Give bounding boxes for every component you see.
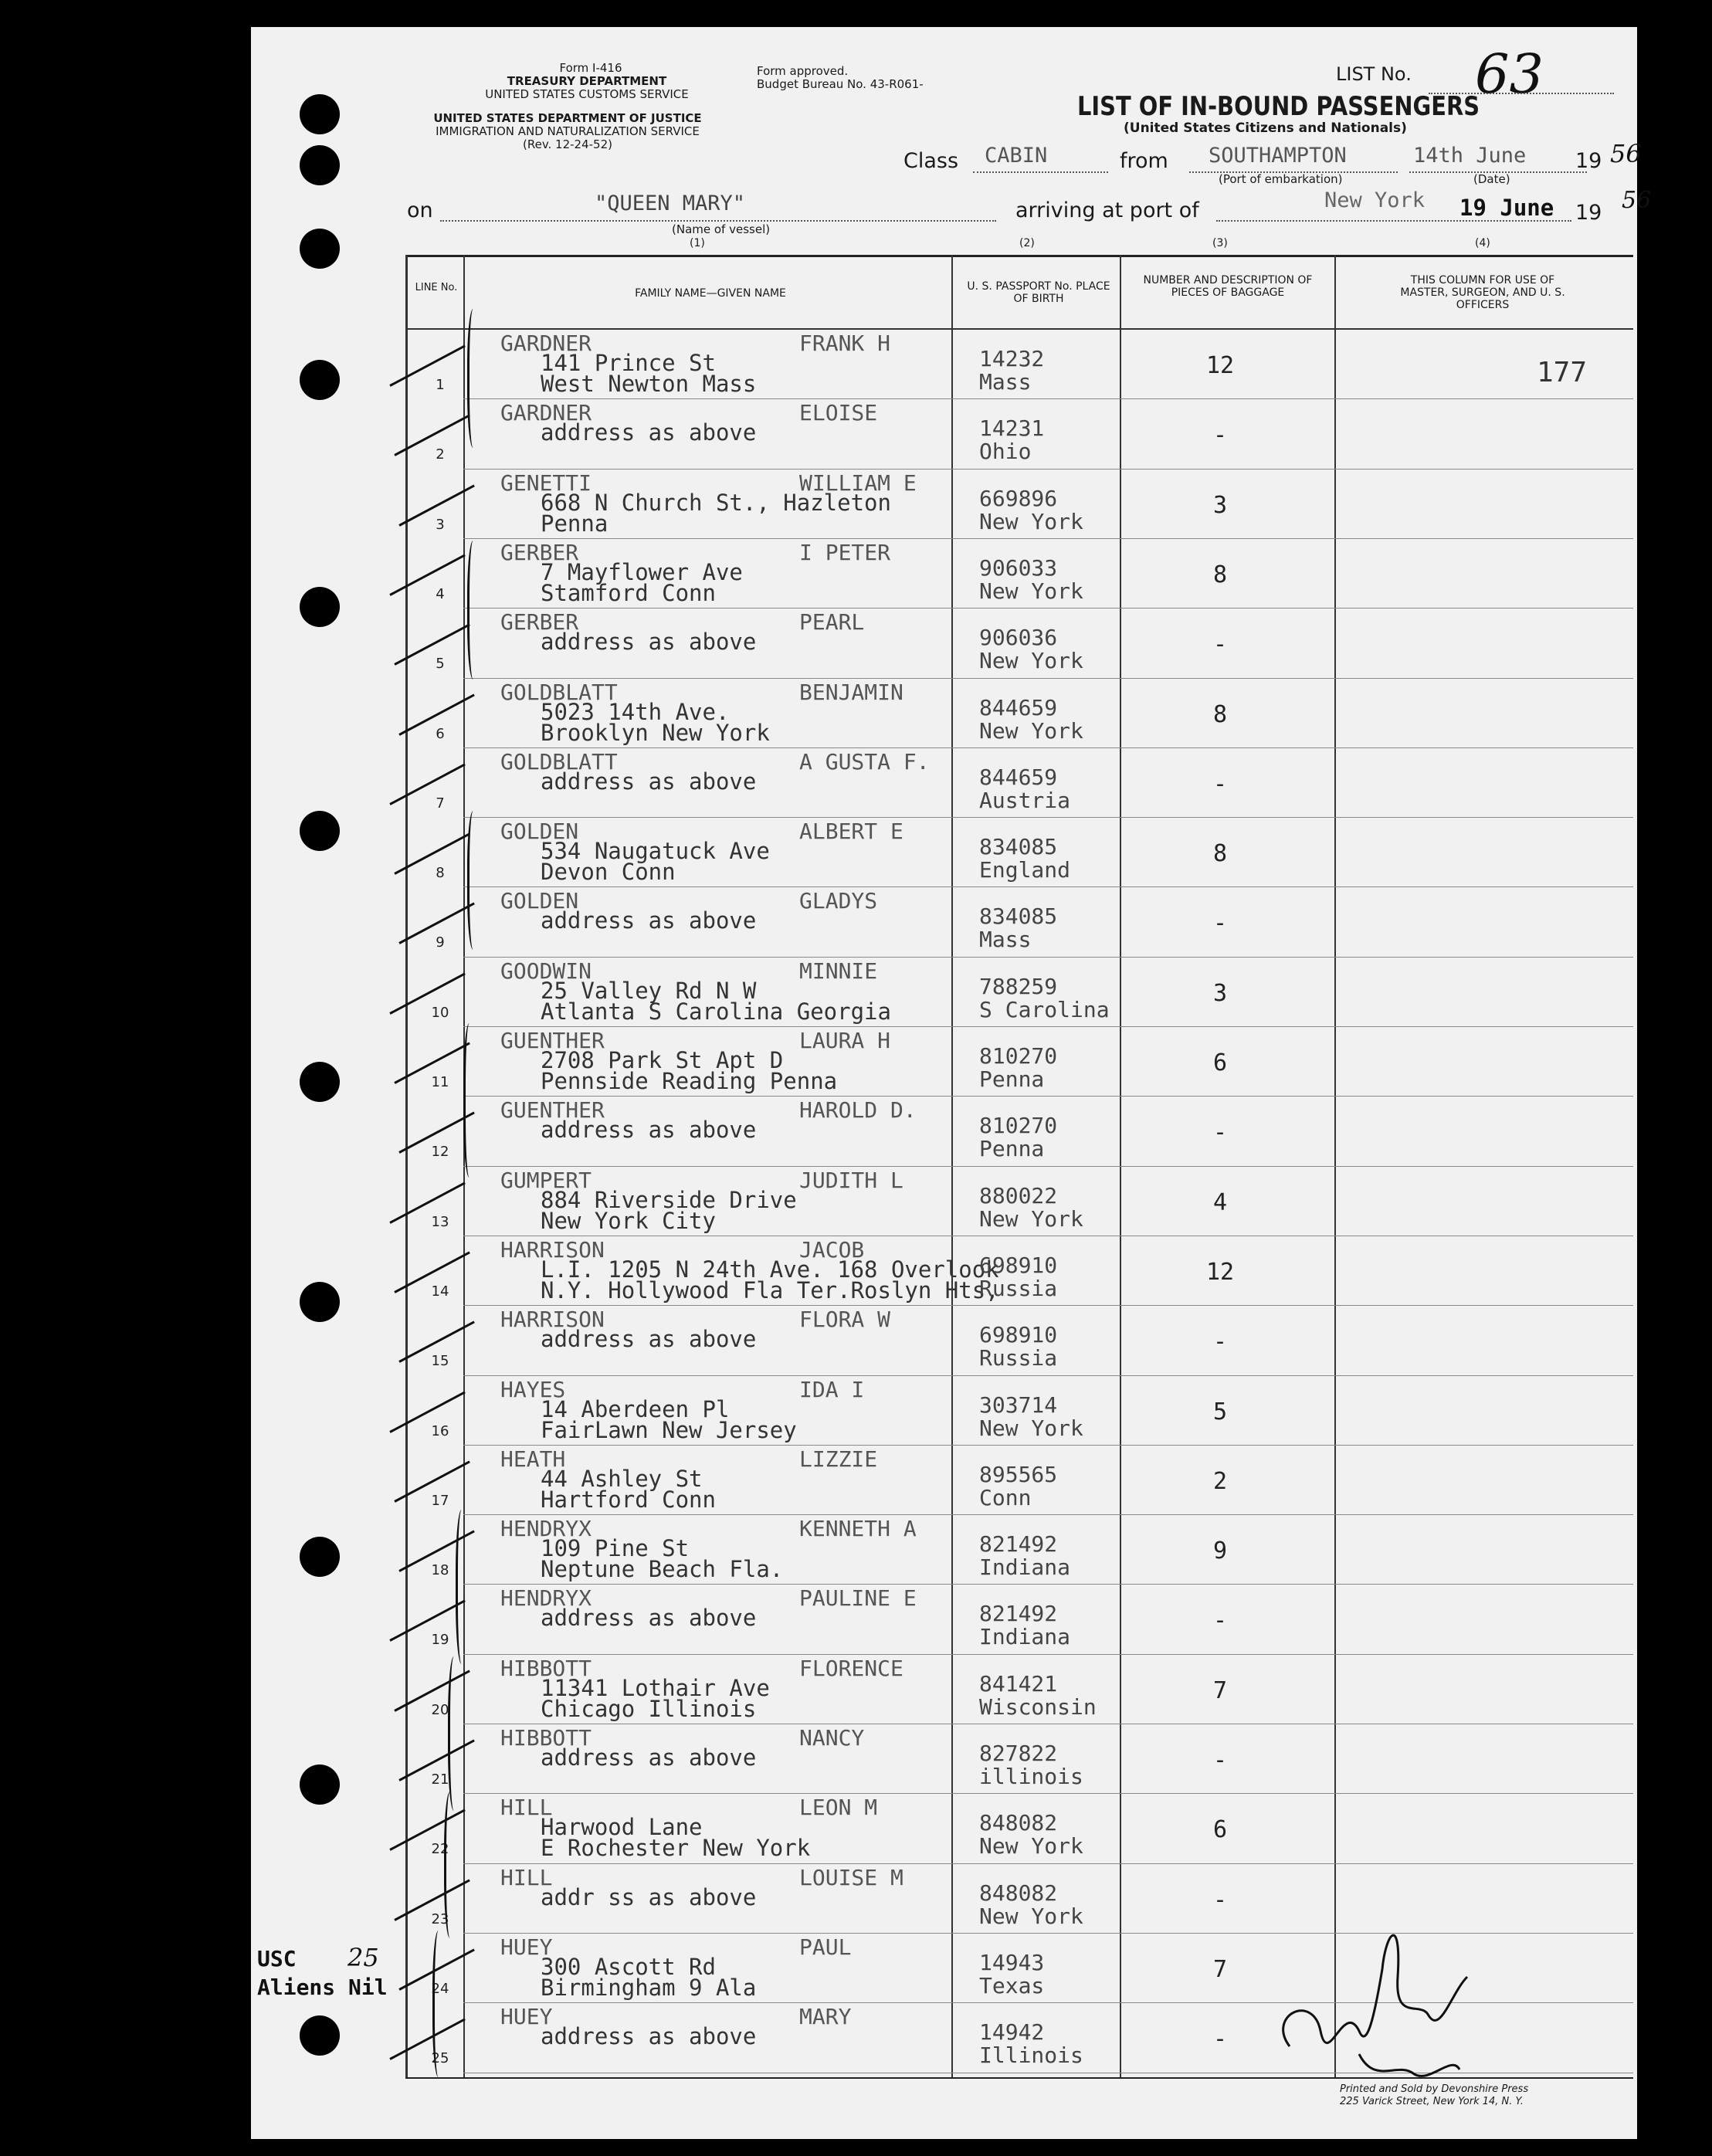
place-of-birth: Mass [979,369,1032,395]
address-line-2: New York City [541,1207,716,1234]
given-name: PAUL [799,1934,852,1960]
address-line-1: 14 Aberdeen Pl [541,1395,730,1422]
baggage-count: - [1212,1607,1228,1635]
address-line-1: address as above [541,1326,757,1353]
given-name: MINNIE [799,958,878,984]
line-number: 1 [436,377,445,393]
passport-number: 14232 [979,346,1045,371]
baggage-count: 9 [1212,1537,1228,1565]
vessel-caption: (Name of vessel) [672,222,771,236]
passport-number: 14942 [979,2019,1045,2046]
row-divider [463,1026,1633,1027]
given-name: KENNETH A [799,1516,917,1542]
given-name: MARY [799,2004,852,2030]
group-brace [463,1023,478,1178]
vessel-name: "QUEEN MARY" [595,192,746,215]
baggage-count: 2 [1212,1467,1228,1495]
baggage-count: - [1212,770,1228,798]
group-brace [456,1510,470,1664]
revision: (Rev. 12-24-52) [522,137,612,151]
passport-number: 827822 [979,1741,1058,1766]
col2-number: (2) [1019,237,1035,249]
col-header-baggage: NUMBER AND DESCRIPTION OF PIECES OF BAGGAGE [1143,274,1313,299]
place-of-birth: Conn [979,1484,1032,1510]
passport-number: 880022 [979,1182,1058,1209]
address-line-1: address as above [541,1605,757,1632]
row-divider [463,1096,1633,1097]
punch-hole [300,811,340,851]
family-name: HARRISON [500,1307,605,1333]
group-brace [432,1931,447,2077]
place-of-birth: New York [979,1205,1083,1232]
address-line-1: 141 Prince St [541,350,716,376]
address-line-1: address as above [541,2023,757,2050]
arriving-label: arriving at port of [1015,198,1199,222]
family-name: HUEY [500,2004,553,2030]
family-name: HARRISON [500,1236,605,1263]
justice-dept: UNITED STATES DEPARTMENT OF JUSTICE [433,111,702,125]
row-divider [463,469,1633,470]
given-name: A GUSTA F. [799,748,930,775]
place-of-birth: New York [979,717,1083,744]
subtitle: (United States Citizens and Nationals) [1124,120,1407,136]
family-name: HIBBOTT [500,1655,592,1681]
passport-number: 698910 [979,1322,1058,1348]
baggage-count: - [1212,1747,1228,1774]
place-of-birth: New York [979,578,1083,604]
list-number: 63 [1475,42,1544,106]
row-divider [463,747,1633,748]
form-approved: Form approved. [757,64,849,78]
table-header-border [405,328,1633,330]
given-name: JUDITH L [799,1167,903,1193]
vessel-line [440,220,996,222]
family-name: HAYES [500,1376,566,1402]
punch-hole [300,229,340,269]
address-line-1: 5023 14th Ave. [541,698,730,725]
group-brace [467,811,482,950]
address-line-1: address as above [541,419,757,446]
given-name: HAROLD D. [799,1097,917,1124]
passport-number: 14231 [979,415,1045,442]
row-divider [463,817,1633,818]
address-line-1: addr ss as above [541,1883,757,1910]
passport-number: 669896 [979,485,1058,511]
place-of-birth: Wisconsin [979,1693,1097,1720]
usc-label: USC [257,1946,297,1971]
punch-hole [300,1764,340,1805]
given-name: PAULINE E [799,1585,917,1612]
baggage-count: 8 [1212,840,1228,868]
given-name: LIZZIE [799,1446,878,1472]
line-number: 11 [431,1074,449,1090]
punch-hole [300,145,340,185]
family-name: GOLDEN [500,819,579,845]
family-name: GARDNER [500,331,592,356]
passport-number: 841421 [979,1670,1058,1697]
family-name: GERBER [500,609,579,636]
given-name: LEON M [799,1795,878,1821]
col-header-passport: U. S. PASSPORT No. PLACE OF BIRTH [967,280,1110,305]
baggage-count: - [1212,422,1228,449]
line-number: 6 [436,725,445,742]
address-line-1: address as above [541,768,757,795]
passport-number: 810270 [979,1043,1058,1069]
address-line-1: 7 Mayflower Ave [541,558,743,585]
place-of-birth: Penna [979,1136,1045,1162]
baggage-count: 7 [1212,1955,1228,1983]
punch-hole [300,94,340,134]
family-name: HENDRYX [500,1516,592,1542]
family-name: GOODWIN [500,958,592,984]
officer-note: 177 [1537,357,1588,388]
aliens-note: Aliens Nil [257,1975,388,2000]
address-line-2: Neptune Beach Fla. [541,1556,784,1583]
date-caption: (Date) [1473,172,1510,186]
family-name: HUEY [500,1934,553,1960]
date-value: 14th June [1413,144,1527,168]
line-number: 2 [436,446,445,463]
place-of-birth: Texas [979,1972,1045,1998]
table-top-border [405,255,1633,257]
family-name: GUENTHER [500,1097,605,1124]
col-header-line: LINE No. [415,282,458,293]
line-number: 4 [436,585,445,602]
group-brace [467,541,482,680]
list-no-label: LIST No. [1336,63,1412,85]
family-name: GOLDBLATT [500,679,618,705]
col1-number: (1) [690,237,705,249]
address-line-1: 44 Ashley St [541,1465,703,1492]
baggage-count: - [1212,1328,1228,1356]
passport-number: 821492 [979,1531,1058,1558]
family-name: GUMPERT [500,1167,592,1193]
address-line-1: address as above [541,907,757,934]
passport-number: 906036 [979,625,1058,651]
address-line-2: E Rochester New York [541,1835,811,1862]
punch-hole [300,1062,340,1102]
budget-bureau: Budget Bureau No. 43-R061- [757,77,924,91]
passport-number: 834085 [979,903,1058,930]
baggage-count: 12 [1205,352,1235,379]
place-of-birth: Indiana [979,1554,1071,1581]
usc-count: 25 [347,1943,379,1972]
given-name: NANCY [799,1725,865,1751]
address-line-1: 11341 Lothair Ave [541,1674,770,1701]
given-name: I PETER [799,539,891,565]
address-line-1: address as above [541,629,757,656]
on-label: on [407,198,433,222]
col-header-officers: THIS COLUMN FOR USE OF MASTER, SURGEON, AND U. S. OFFICERS [1400,274,1565,311]
line-number: 5 [436,656,445,673]
address-line-1: 109 Pine St [541,1535,690,1562]
address-line-2: Devon Conn [541,859,676,886]
address-line-1: 884 Riverside Drive [541,1186,797,1213]
family-name: HILL [500,1795,553,1821]
given-name: FLORA W [799,1307,891,1333]
row-divider [463,1514,1633,1515]
row-divider [463,1863,1633,1864]
row-divider [463,1375,1633,1376]
baggage-count: 12 [1205,1258,1235,1286]
family-name: GUENTHER [500,1028,605,1053]
family-name: HENDRYX [500,1585,592,1612]
family-name: HIBBOTT [500,1725,592,1751]
from-label: from [1120,149,1168,173]
passport-number: 906033 [979,554,1058,581]
family-name: GOLDEN [500,888,579,914]
baggage-count: 3 [1212,491,1228,519]
place-of-birth: New York [979,508,1083,534]
place-of-birth: Illinois [979,2042,1083,2069]
row-divider [463,398,1633,399]
line-number: 12 [431,1144,449,1161]
address-line-1: 2708 Park St Apt D [541,1047,784,1073]
given-name: FLORENCE [799,1655,903,1681]
punch-hole [300,587,340,627]
class-line [973,171,1108,173]
punch-hole [300,1282,340,1322]
line-number: 18 [431,1562,449,1579]
title: LIST OF IN-BOUND PASSENGERS [1077,91,1480,122]
customs-service: UNITED STATES CUSTOMS SERVICE [485,87,689,101]
given-name: JACOB [799,1236,865,1263]
row-divider [463,1305,1633,1306]
line-number: 8 [436,865,445,882]
passport-number: 821492 [979,1601,1058,1627]
given-name: FRANK H [799,331,891,356]
passport-number: 848082 [979,1810,1058,1836]
passport-number: 848082 [979,1880,1058,1906]
passport-number: 698910 [979,1252,1058,1278]
baggage-count: 8 [1212,561,1228,588]
place-of-birth: Austria [979,787,1071,813]
passport-number: 14943 [979,1949,1045,1975]
group-brace [448,1656,463,1811]
line-number: 3 [436,516,445,533]
line-number: 13 [431,1213,449,1230]
table-left-border [405,255,408,2077]
family-name: GARDNER [500,400,592,426]
place-of-birth: S Carolina [979,996,1110,1022]
col-header-name: FAMILY NAME—GIVEN NAME [635,287,786,300]
address-line-1: address as above [541,1744,757,1771]
place-of-birth: Russia [979,1345,1058,1371]
address-line-2: Stamford Conn [541,579,716,606]
baggage-count: 3 [1212,979,1228,1007]
address-line-1: 668 N Church St., Hazleton [541,489,891,516]
passport-number: 303714 [979,1392,1058,1418]
place-of-birth: New York [979,1903,1083,1929]
line-number: 10 [431,1004,449,1021]
address-line-2: Birmingham 9 Ala [541,1974,757,2001]
address-line-1: L.I. 1205 N 24th Ave. 168 Overlook [541,1256,999,1283]
treasury-dept: TREASURY DEPARTMENT [507,74,667,88]
ins-service: IMMIGRATION AND NATURALIZATION SERVICE [436,124,700,138]
row-divider [463,1445,1633,1446]
place-of-birth: Indiana [979,1624,1071,1650]
place-of-birth: New York [979,1415,1083,1441]
line-number: 9 [436,934,445,951]
place-of-birth: Mass [979,927,1032,953]
row-divider [463,678,1633,679]
place-of-birth: England [979,857,1071,883]
row-divider [463,886,1633,887]
baggage-count: - [1212,1119,1228,1147]
passport-number: 895565 [979,1461,1058,1487]
passport-number: 810270 [979,1113,1058,1139]
line-number: 24 [431,1980,449,1997]
baggage-count: - [1212,1886,1228,1914]
line-number: 22 [431,1841,449,1858]
given-name: ELOISE [799,400,878,426]
arrival-date: 19 June [1459,195,1554,221]
address-line-2: Hartford Conn [541,1486,716,1513]
address-line-2: Chicago Illinois [541,1695,757,1722]
given-name: ALBERT E [799,819,903,845]
punch-hole [300,2015,340,2056]
address-line-1: 25 Valley Rd N W [541,977,757,1004]
place-of-birth: Penna [979,1066,1045,1092]
place-of-birth: illinois [979,1764,1083,1789]
line-number: 14 [431,1283,449,1300]
printer-line2: 225 Varick Street, New York 14, N. Y. [1340,2096,1524,2107]
year-prefix: 19 [1575,149,1602,173]
year-handwritten: 56 [1610,139,1642,168]
address-line-1: Harwood Lane [541,1814,703,1841]
line-number: 7 [436,795,445,812]
given-name: IDA I [799,1376,865,1402]
form-number: Form I-416 [559,61,622,75]
row-divider [463,1654,1633,1655]
address-line-2: Penna [541,510,609,537]
arrival-year-hw: 56 [1622,187,1652,214]
address-line-2: Atlanta S Carolina Georgia [541,998,891,1025]
baggage-count: 6 [1212,1049,1228,1076]
arrival-port: New York [1324,188,1426,212]
passport-number: 788259 [979,973,1058,999]
from-value: SOUTHAMPTON [1209,144,1347,168]
given-name: LAURA H [799,1028,891,1053]
place-of-birth: New York [979,648,1083,674]
given-name: BENJAMIN [799,679,903,705]
line-number: 25 [431,2050,449,2067]
group-brace [467,309,482,448]
baggage-count: 8 [1212,700,1228,728]
address-line-1: 534 Naugatuck Ave [541,838,770,865]
line-number: 21 [431,1771,449,1788]
class-label: Class [903,149,959,173]
punch-hole [300,360,340,400]
address-line-2: FairLawn New Jersey [541,1416,797,1443]
family-name: GENETTI [500,470,592,496]
given-name: LOUISE M [799,1864,903,1890]
col3-number: (3) [1212,237,1228,249]
baggage-count: - [1212,631,1228,659]
address-line-2: Pennside Reading Penna [541,1068,838,1094]
baggage-count: - [1212,910,1228,937]
address-line-1: address as above [541,1117,757,1144]
line-number: 19 [431,1632,449,1649]
passport-number: 834085 [979,834,1058,860]
given-name: GLADYS [799,888,878,914]
line-number: 20 [431,1701,449,1718]
col4-number: (4) [1475,237,1490,249]
family-name: HEATH [500,1446,566,1472]
line-number: 15 [431,1353,449,1370]
line-number: 23 [431,1910,449,1927]
passport-number: 844659 [979,694,1058,720]
master-signature [1220,1884,1514,2093]
printer-line1: Printed and Sold by Devonshire Press [1340,2083,1529,2095]
row-divider [463,1584,1633,1585]
address-line-2: N.Y. Hollywood Fla Ter.Roslyn Hts, [541,1276,999,1303]
place-of-birth: New York [979,1833,1083,1859]
line-number: 17 [431,1492,449,1509]
punch-hole [300,1537,340,1577]
family-name: GERBER [500,539,579,565]
manifest-page [251,27,1637,2139]
group-brace [444,1792,459,1938]
place-of-birth: Russia [979,1275,1058,1301]
class-value: CABIN [985,144,1048,168]
given-name: WILLIAM E [799,470,917,496]
address-line-2: Brooklyn New York [541,719,770,746]
row-divider [463,1793,1633,1794]
row-divider [463,957,1633,958]
arrival-year-prefix: 19 [1575,201,1602,225]
address-line-1: 300 Ascott Rd [541,1953,716,1980]
baggage-count: 5 [1212,1398,1228,1425]
family-name: GOLDBLATT [500,748,618,775]
row-divider [463,538,1633,539]
passport-number: 844659 [979,764,1058,790]
baggage-count: - [1212,2025,1228,2053]
baggage-count: 4 [1212,1188,1228,1216]
line-number: 16 [431,1422,449,1439]
given-name: PEARL [799,609,865,636]
family-name: HILL [500,1864,553,1890]
baggage-count: 6 [1212,1816,1228,1844]
port-caption: (Port of embarkation) [1219,172,1343,186]
baggage-count: 7 [1212,1676,1228,1704]
place-of-birth: Ohio [979,439,1032,465]
row-divider [463,1166,1633,1167]
address-line-2: West Newton Mass [541,371,757,397]
